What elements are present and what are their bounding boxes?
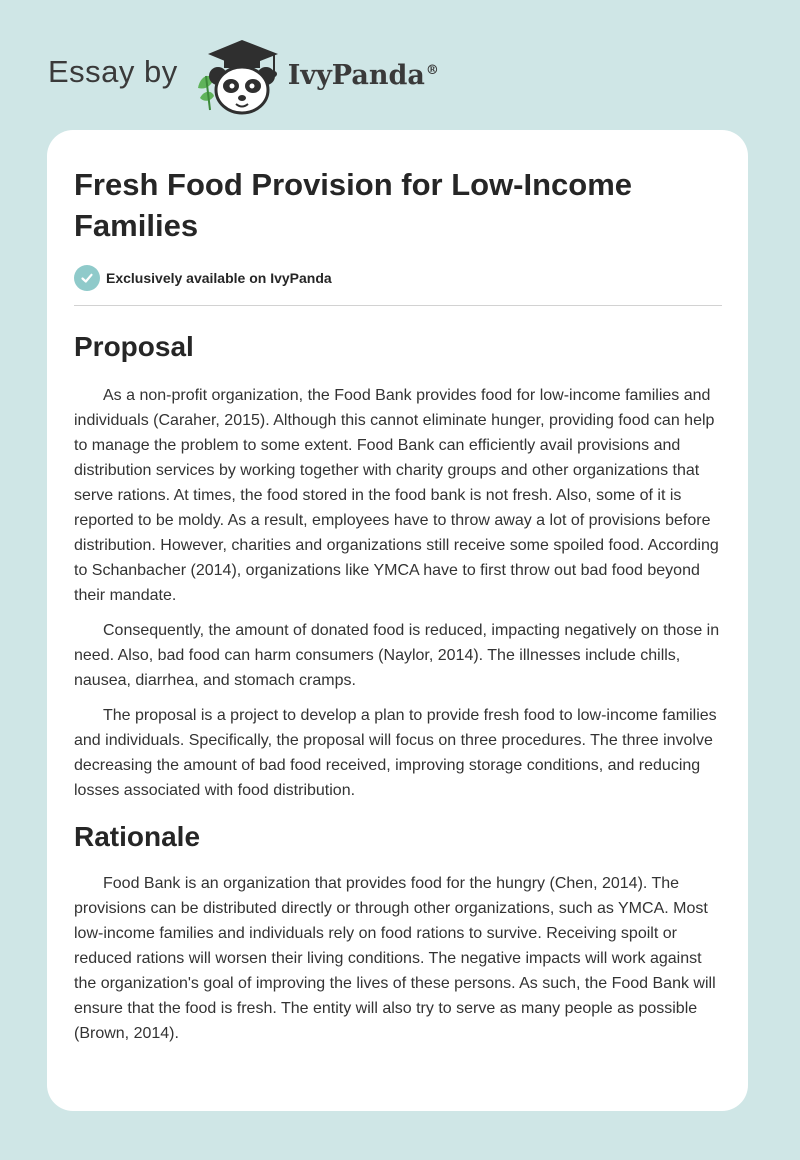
paragraph: Consequently, the amount of donated food is reduced, impacting negatively on those in need. Also, bad food can harm consumers (Naylor, 2014). The illnesses include chills, nausea, diarrhea, and stomach cramps. [74, 622, 720, 689]
brand-prefix: Essay by [48, 54, 178, 89]
essay-card [47, 130, 748, 1111]
paragraph: The proposal is a project to develop a plan to provide fresh food to low-income families and individuals. Specifically, the proposal will focus on three procedures. The three involve decreasing the amount of bad food received, improving storage conditions, and reducing losses associated with food distribution. [74, 707, 717, 799]
exclusive-badge [74, 264, 722, 292]
page-title: Fresh Food Provision for Low-Income Families [74, 167, 633, 243]
checkmark-icon [74, 265, 100, 291]
badge-text: Exclusively available on IvyPanda [106, 270, 332, 286]
brand-header [48, 36, 439, 116]
panda-logo-icon [194, 36, 284, 116]
section-heading-rationale: Rationale [74, 821, 201, 852]
paragraph: As a non-profit organization, the Food Bank provides food for low-income families and individuals (Caraher, 2015). Although this cannot eliminate hunger, providing food can help to manage the problem to some extent. Food Bank can efficiently avail provisions and distribution services by working together with charity groups and other organizations that serve rations. At times, the food stored in the food bank is not fresh. Also, some of it is reported to be moldy. As a result, employees have to throw away a lot of provisions before distribution. However, charities and organizations still receive some spoiled food. According to Schanbacher (2014), organizations like YMCA have to first throw out bad food beyond their mandate. [74, 387, 719, 604]
brand-name: IvyPanda® [287, 59, 439, 91]
section-heading-proposal: Proposal [74, 331, 194, 362]
paragraph: Food Bank is an organization that provides food for the hungry (Chen, 2014). The provisions can be distributed directly or through other organizations, such as YMCA. Most low-income families and individuals rely on food rations to survive. Receiving spoilt or reduced rations will worsen their living conditions. The negative impacts will work against the organization's goal of improving the lives of these persons. As such, the Food Bank will ensure that the food is fresh. The entity will also try to serve as many people as possible (Brown, 2014). [74, 875, 716, 1042]
divider [74, 305, 722, 306]
